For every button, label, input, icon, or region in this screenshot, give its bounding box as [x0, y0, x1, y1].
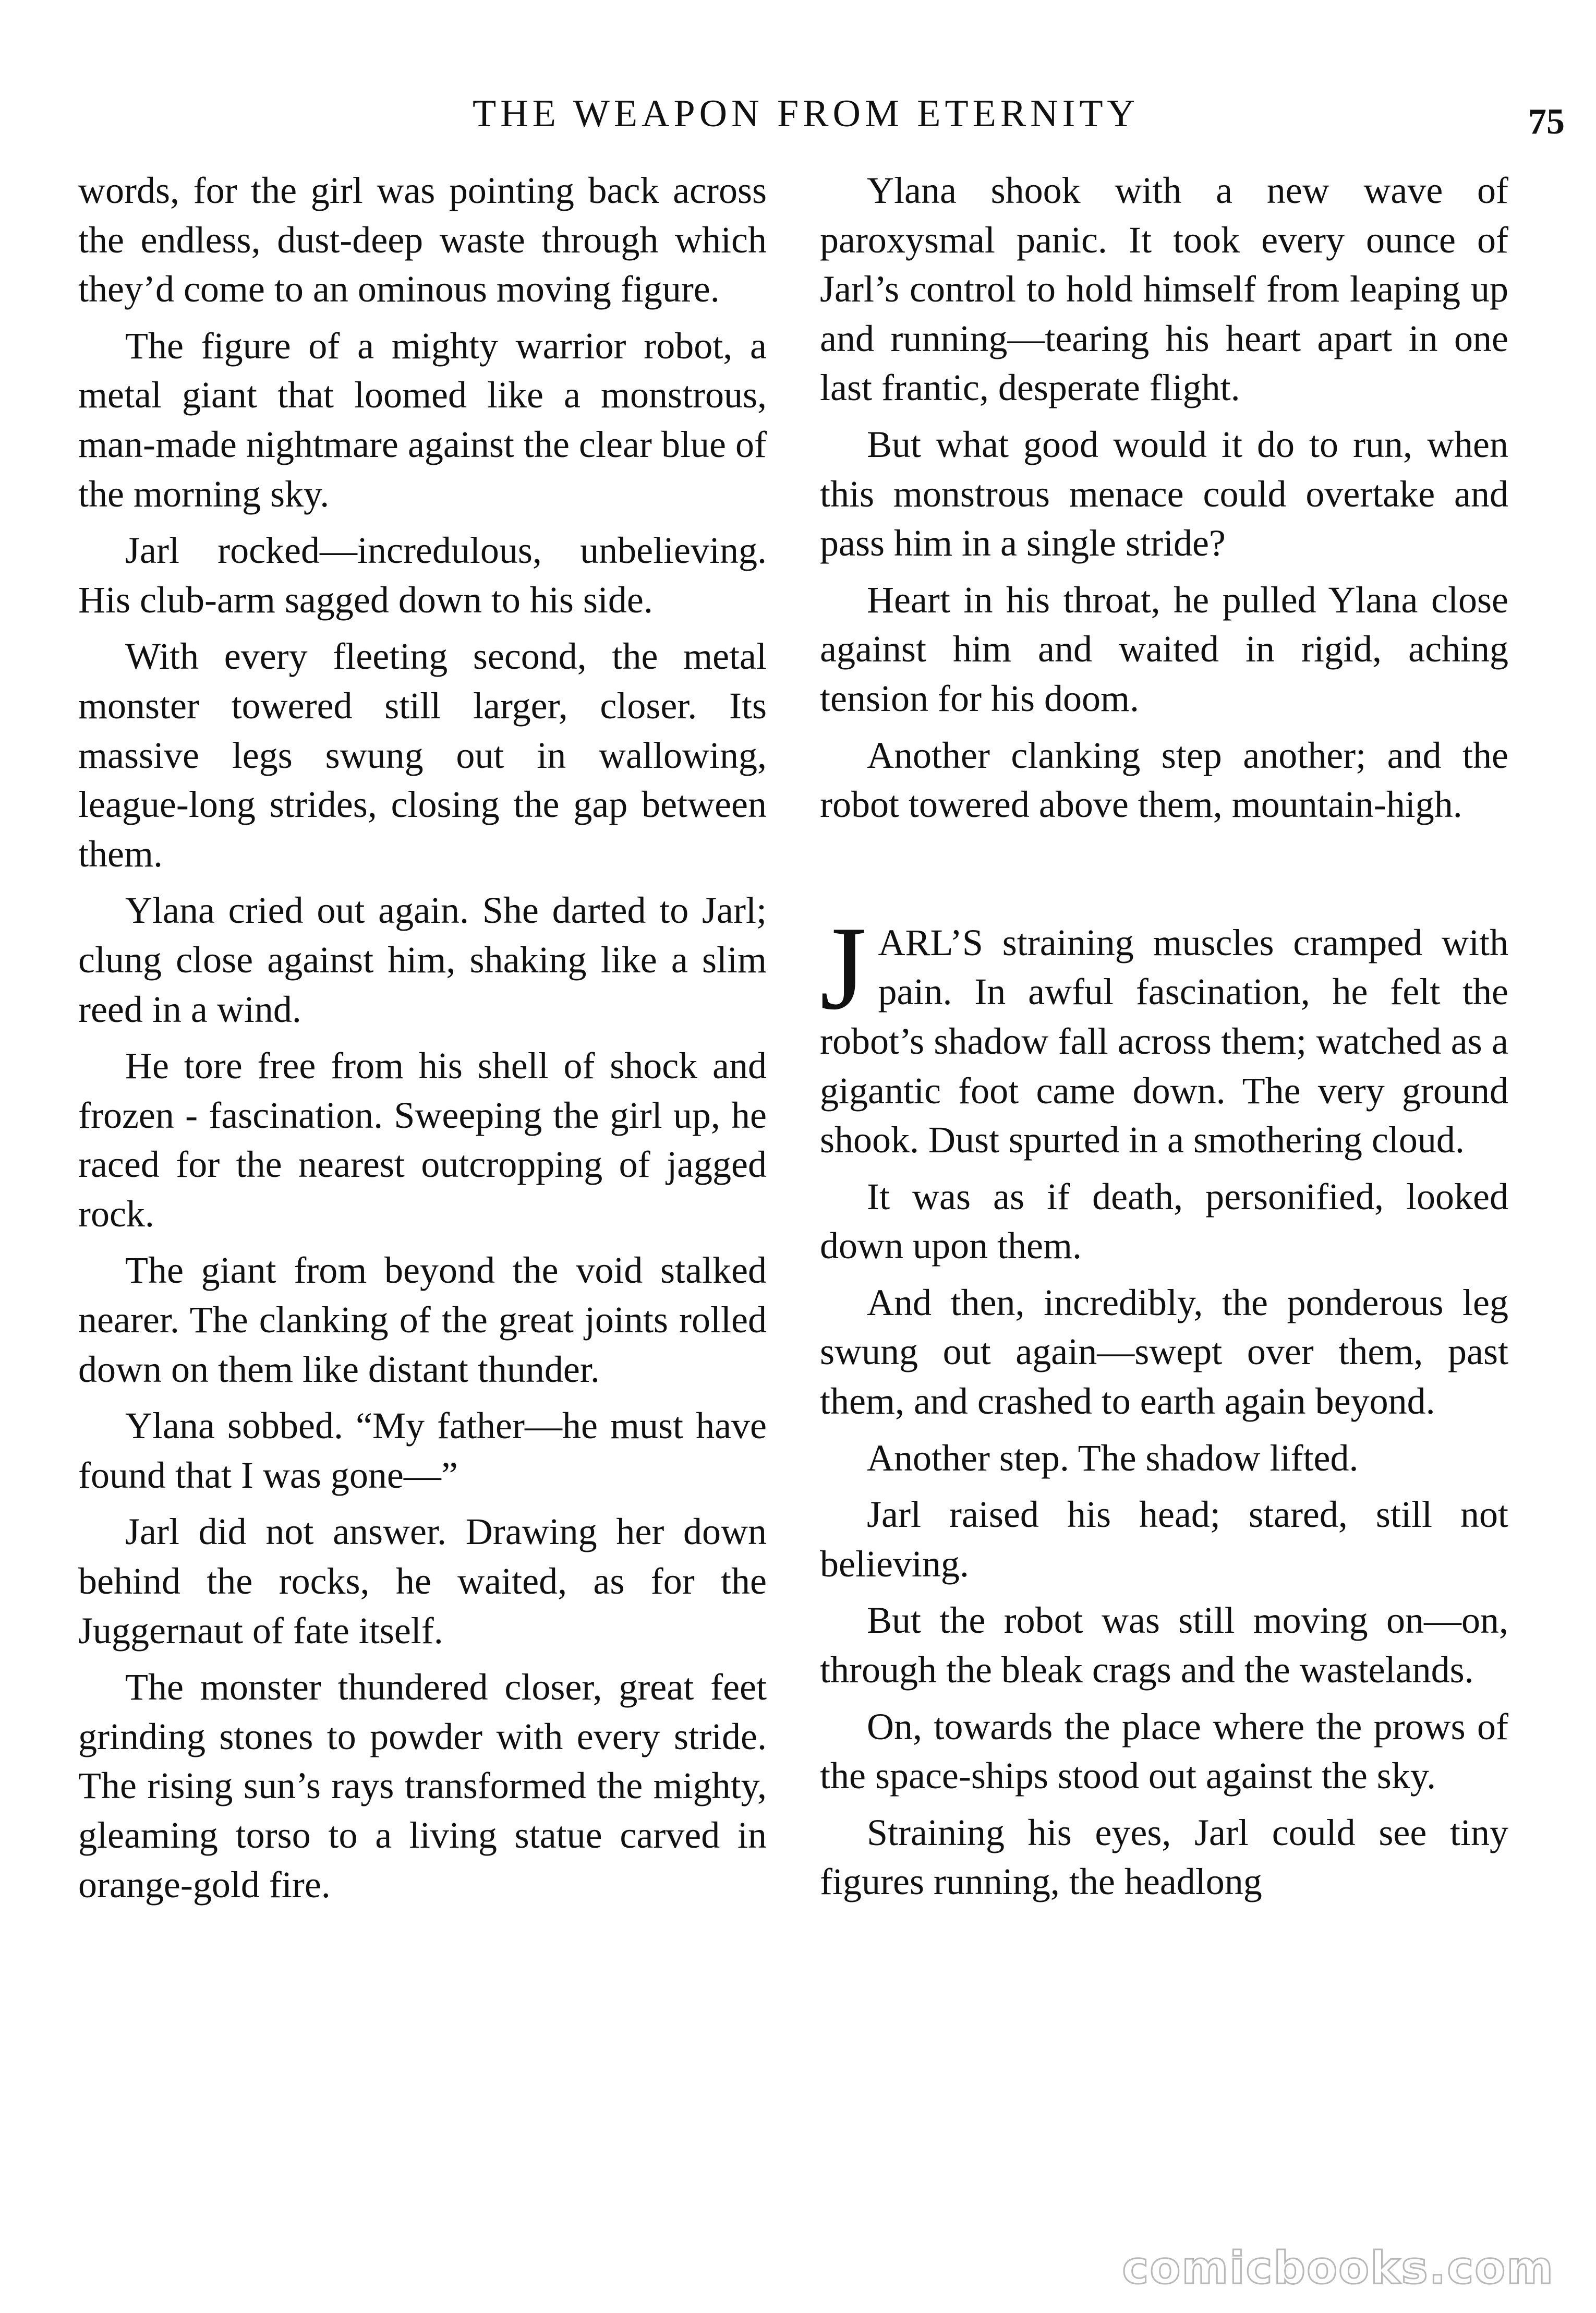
paragraph: Jarl raised his head; stared, still not believing.: [820, 1493, 1508, 1585]
paragraph: Heart in his throat, he pulled Ylana close against him and waited in rigid, aching tension for his doom.: [820, 579, 1508, 719]
left-column: [78, 166, 767, 1917]
paragraph: The giant from beyond the void stalked nearer. The clanking of the great joints rolled down on them like distant thunder.: [78, 1249, 767, 1390]
paragraph: The figure of a mighty warrior robot, a metal giant that loomed like a monstrous, man-made nightmare against the clear blue of the morning sky.: [78, 324, 767, 515]
page-number: 75: [1528, 102, 1565, 142]
paragraph: The monster thundered closer, great feet grinding stones to powder with every stride. The rising sun’s rays transformed the mighty, gleaming torso to a living statue carved in orange-gold fire.: [78, 1666, 767, 1906]
drop-cap: J: [820, 901, 867, 1034]
page-header: [78, 88, 1565, 150]
dropcap-paragraph-text: ARL’S straining muscles cramped with pain. In awful fascination, he felt the robot’s shadow fall across them; watched as a gigantic foot came down. The very ground shook. Dust spurted in a smothering cloud.: [820, 921, 1508, 1161]
paragraph: Another step. The shadow lifted.: [867, 1437, 1359, 1479]
running-title: THE WEAPON FROM ETERNITY: [473, 92, 1139, 135]
paragraph: Ylana sobbed. “My father—he must have found that I was gone—”: [78, 1405, 767, 1496]
dropcap-paragraph: [820, 901, 1508, 1165]
paragraph: Ylana cried out again. She darted to Jarl; clung close against him, shaking like a slim reed in a wind.: [78, 889, 767, 1030]
paragraph: Straining his eyes, Jarl could see tiny figures running, the headlong: [820, 1811, 1508, 1903]
paragraph: Jarl did not answer. Drawing her down behind the rocks, he waited, as for the Juggernaut of fate itself.: [78, 1511, 767, 1652]
paragraph: Ylana shook with a new wave of paroxysmal panic. It took every ounce of Jarl’s control to hold himself from leaping up and running—tearing his heart apart in one last frantic, desperate flight.: [820, 170, 1508, 409]
paragraph: It was as if death, personified, looked down upon them.: [820, 1175, 1508, 1267]
paragraph: Jarl rocked—incredulous, unbelieving. His club-arm sagged down to his side.: [78, 529, 767, 621]
paragraph: words, for the girl was pointing back across the endless, dust-deep waste through which they’d come to an ominous moving figure.: [78, 170, 767, 310]
paragraph: With every fleeting second, the metal monster towered still larger, closer. Its massive legs swung out in wallowing, league-long strides, closing the gap between them.: [78, 635, 767, 875]
section-break: [820, 837, 1508, 881]
paragraph: He tore free from his shell of shock and frozen - fascination. Sweeping the girl up, he raced for the nearest outcropping of jagged rock.: [78, 1045, 767, 1235]
paragraph: But the robot was still moving on—on, through the bleak crags and the wastelands.: [820, 1599, 1508, 1691]
watermark: comicbooks.com: [1122, 2242, 1554, 2294]
paragraph: On, towards the place where the prows of the space-ships stood out against the sky.: [820, 1705, 1508, 1797]
paragraph: And then, incredibly, the ponderous leg swung out again—swept over them, past them, and crashed to earth again beyond.: [820, 1281, 1508, 1423]
paragraph: Another clanking step another; and the robot towered above them, mountain-high.: [820, 734, 1508, 826]
paragraph: But what good would it do to run, when this monstrous menace could overtake and pass him in a single stride?: [820, 423, 1508, 564]
right-column: [820, 166, 1508, 1914]
